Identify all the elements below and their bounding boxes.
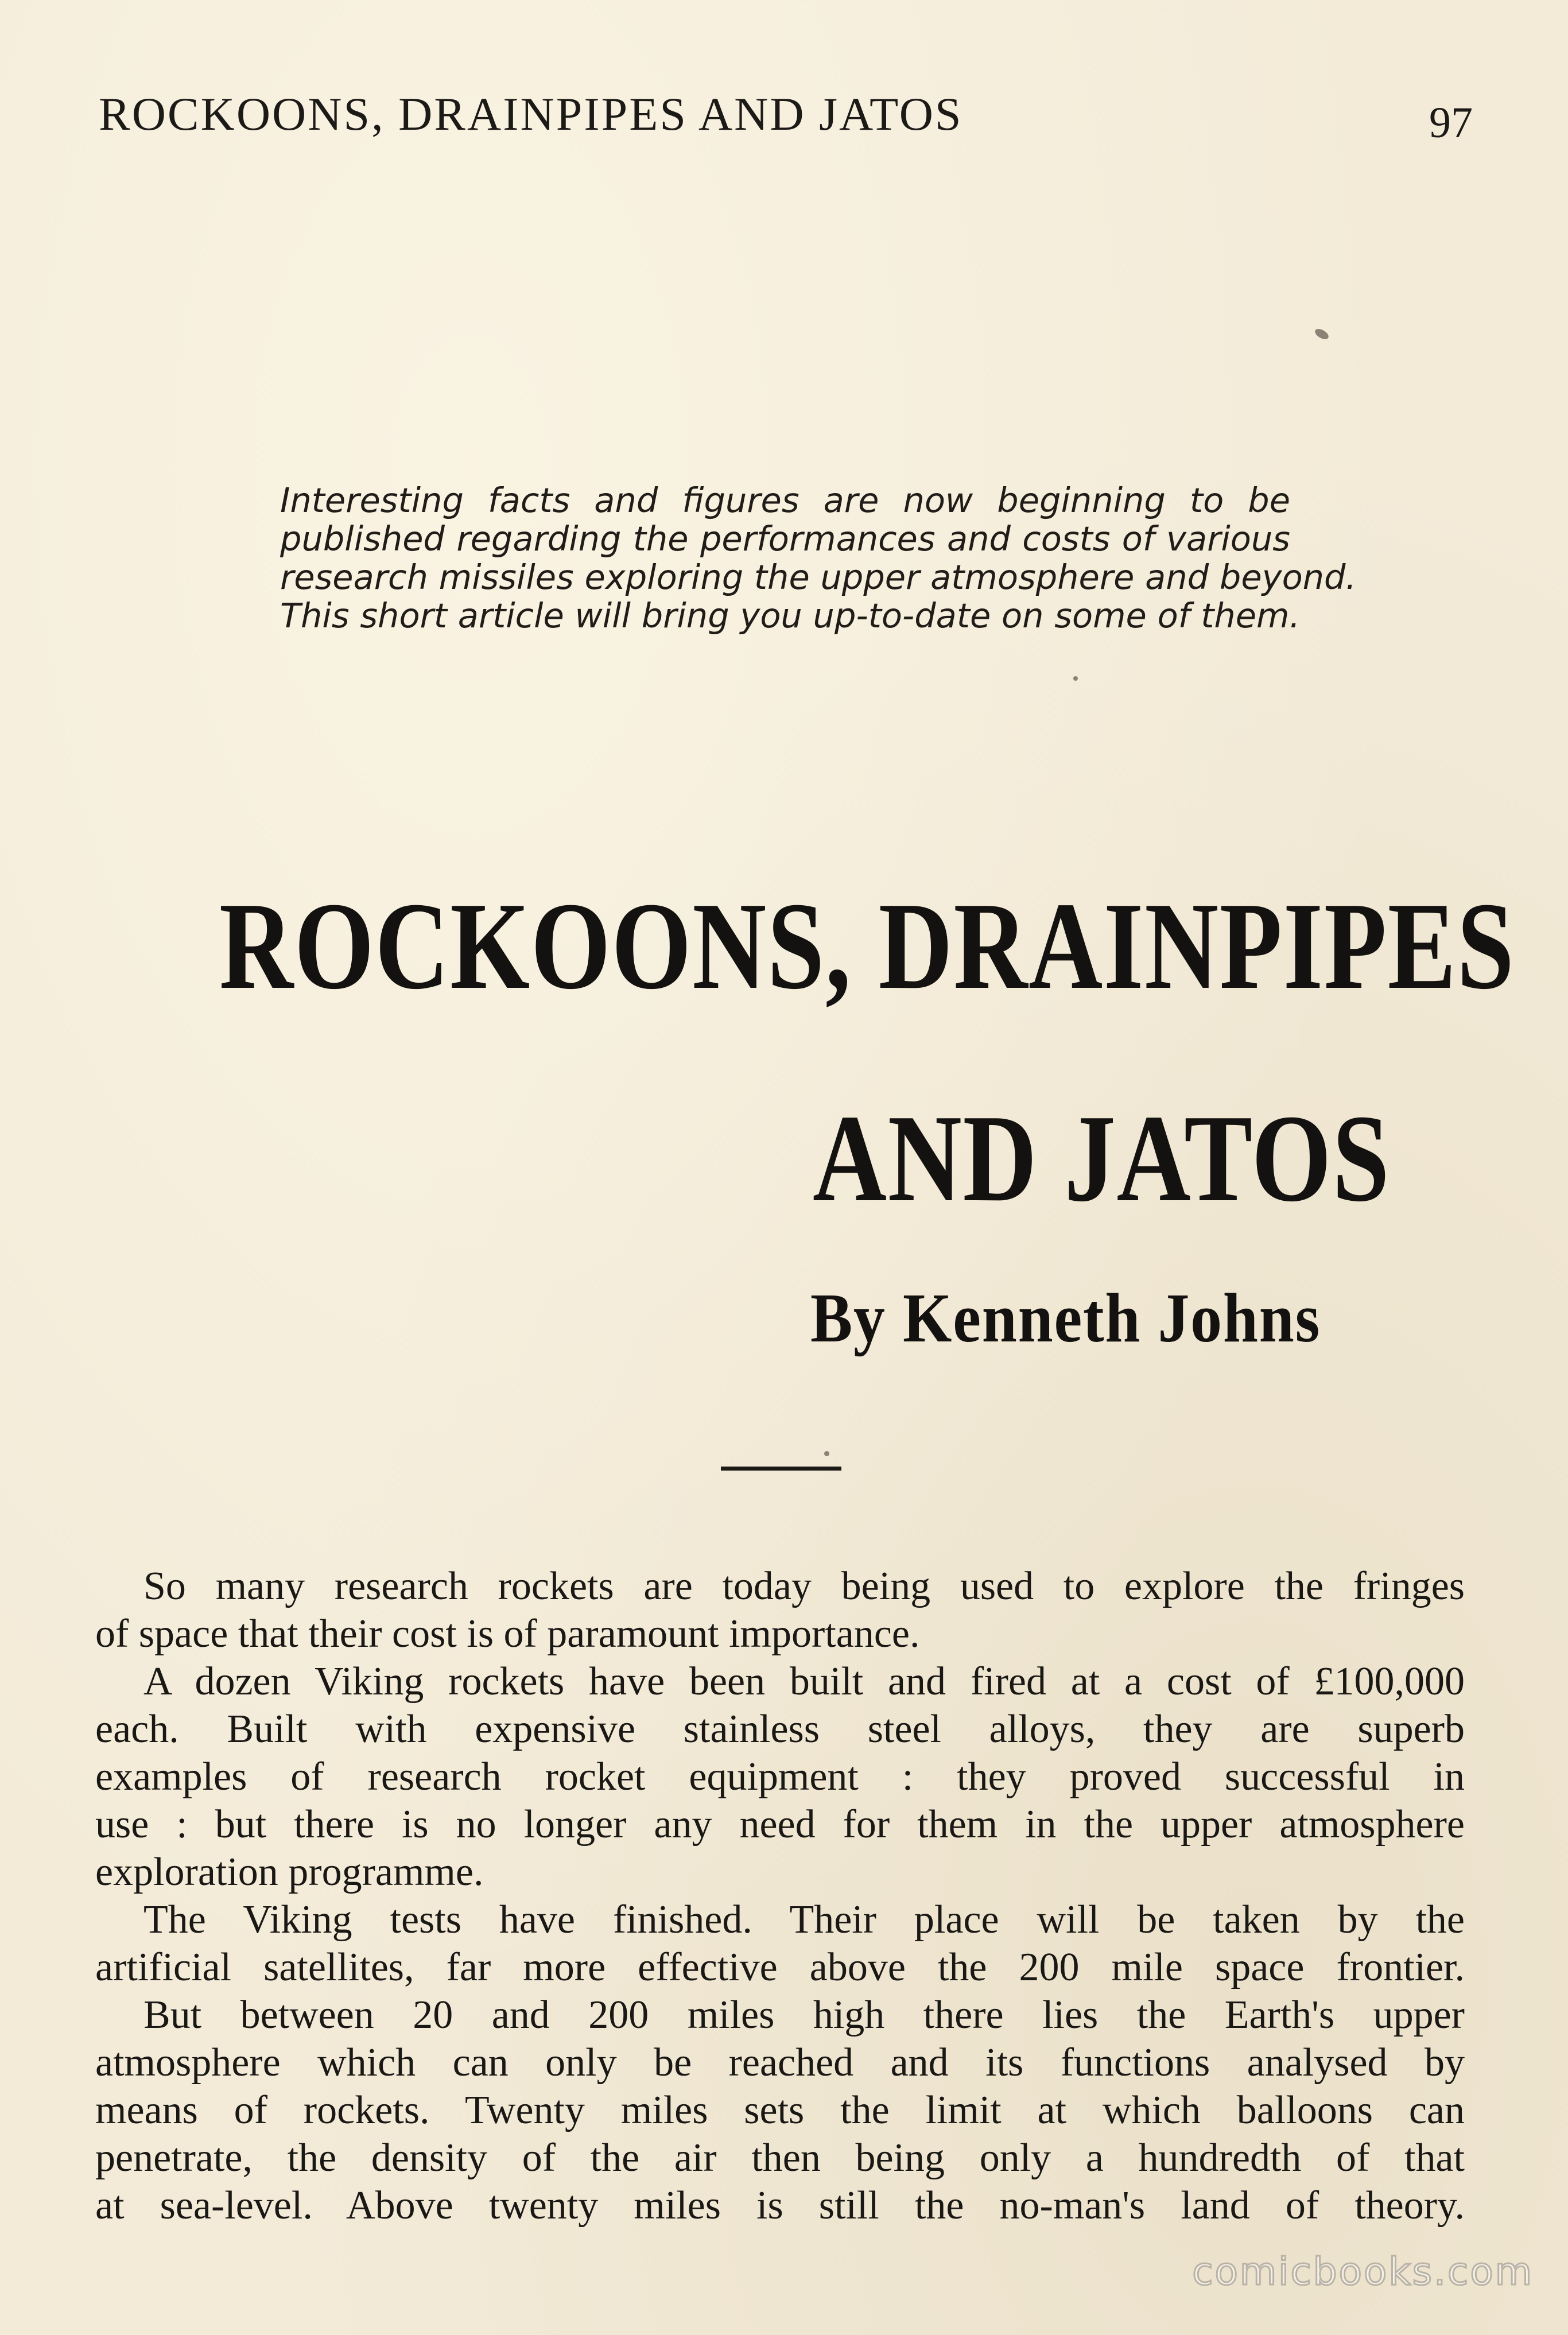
blurb-line: research missiles exploring the upper atmosphere and beyond. [280, 557, 1357, 597]
body-line: The Viking tests have finished. Their place will be taken by the [143, 1898, 1465, 1942]
body-line: artificial satellites, far more effective above the 200 mile space frontier. [95, 1945, 1465, 1989]
body-line: A dozen Viking rockets have been built and fired at a cost of £100,000 [143, 1659, 1465, 1704]
article-blurb [280, 480, 1357, 635]
body-line: But between 20 and 200 miles high there lies the Earth's upper [143, 1993, 1465, 2037]
blurb-line: Interesting facts and figures are now beginning to be [280, 480, 1290, 520]
body-line: means of rockets. Twenty miles sets the limit at which balloons can [95, 2088, 1465, 2132]
paper-speck [824, 1451, 829, 1456]
page-number: 97 [1429, 99, 1473, 147]
paper-speck [1073, 676, 1078, 681]
running-header-title: ROCKOONS, DRAINPIPES AND JATOS [99, 88, 963, 140]
watermark: comicbooks.com [1192, 2249, 1534, 2294]
paper-speck [1313, 327, 1330, 341]
body-line: atmosphere which can only be reached and its functions analysed by [95, 2041, 1465, 2085]
body-line: penetrate, the density of the air then being only a hundredth of that [95, 2136, 1465, 2180]
article-title-line-1: ROCKOONS, DRAINPIPES [219, 877, 1515, 1015]
article-body [95, 1562, 1465, 2229]
body-line: of space that their cost is of paramount importance. [95, 1612, 920, 1656]
body-line: exploration programme. [95, 1850, 484, 1894]
body-line: examples of research rocket equipment : they proved successful in [95, 1755, 1465, 1799]
body-line: each. Built with expensive stainless steel alloys, they are superb [95, 1707, 1465, 1751]
body-line: at sea-level. Above twenty miles is still the no-man's land of theory. [95, 2183, 1465, 2228]
blurb-line: published regarding the performances and costs of various [280, 519, 1290, 558]
body-line: use : but there is no longer any need for them in the upper atmosphere [95, 1802, 1465, 1847]
section-divider [721, 1467, 841, 1471]
body-line: So many research rockets are today being used to explore the fringes [143, 1564, 1465, 1608]
article-title-line-2: AND JATOS [813, 1089, 1391, 1228]
blurb-line: This short article will bring you up-to-date on some of them. [280, 596, 1301, 635]
author-byline: By Kenneth Johns [810, 1279, 1321, 1357]
